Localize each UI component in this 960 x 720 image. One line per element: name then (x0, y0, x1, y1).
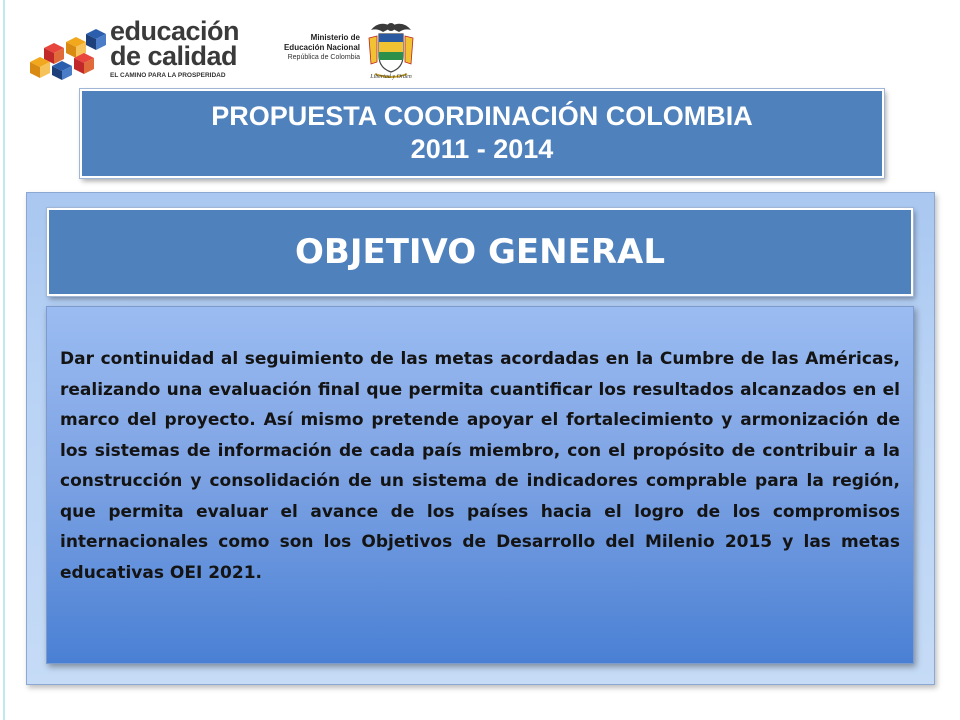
brand-tagline: EL CAMINO PARA LA PROSPERIDAD (110, 72, 226, 79)
ministry-line-2: Educación Nacional (283, 43, 360, 52)
left-edge-line (3, 0, 5, 720)
title-line-2: 2011 - 2014 (410, 134, 554, 164)
educacion-de-calidad-logo (30, 18, 245, 82)
objective-body-box (46, 306, 914, 664)
motto-text: Libertad y Orden (370, 74, 412, 80)
title-banner (80, 89, 884, 178)
colored-cubes-logo-icon (30, 28, 106, 80)
ministry-line-3: República de Colombia (287, 54, 360, 61)
objective-text: Dar continuidad al seguimiento de las metas acordadas en la Cumbre de las Américas, realizando una evaluación final que permita cuantificar los resultados alcanzados en el marco del proyecto. Así mismo pretende apoyar el fortalecimiento y armonización de los sistemas de información de cada país miembro, con el propósito de contribuir a la construcción y consolidación de un sistema de indicadores comprable para la región, que permita evaluar el avance de los países hacia el logro de los compromisos internacionales como son los Objetivos de Desarrollo del Milenio 2015 y las metas educativas OEI 2021. (60, 349, 900, 583)
brand-line-2: de calidad (110, 41, 238, 71)
colombia-coat-of-arms-icon (365, 18, 417, 82)
ministry-line-1: Ministerio de (310, 33, 360, 42)
brand-line-1: educación (110, 16, 240, 46)
objective-heading: OBJETIVO GENERAL (47, 208, 913, 296)
ministry-name (262, 33, 360, 63)
title-line-1: PROPUESTA COORDINACIÓN COLOMBIA (211, 101, 753, 131)
